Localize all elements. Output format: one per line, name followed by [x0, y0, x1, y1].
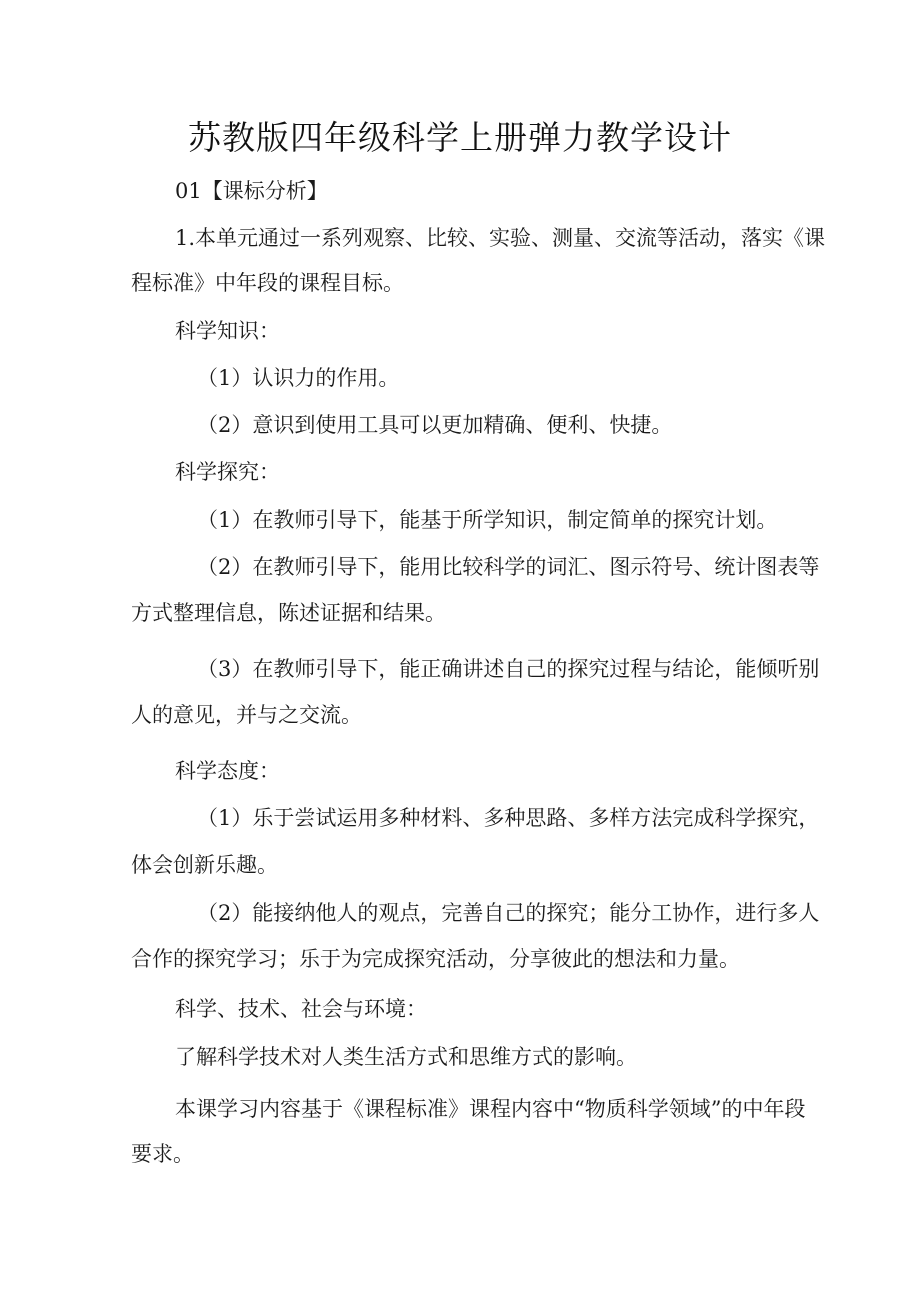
subheading-science-knowledge: 科学知识： — [175, 319, 280, 343]
section-heading: 01【课标分析】 — [175, 179, 328, 203]
subheading-science-inquiry: 科学探究： — [175, 460, 280, 484]
paragraph-line: 要求。 — [131, 1142, 194, 1166]
paragraph-line: 本课学习内容基于《课程标准》课程内容中“物质科学领域”的中年段 — [175, 1097, 806, 1121]
subheading-sts: 科学、技术、社会与环境： — [175, 997, 427, 1021]
list-item: （1）乐于尝试运用多种材料、多种思路、多样方法完成科学探究， — [197, 806, 820, 830]
list-item: （3）在教师引导下，能正确讲述自己的探究过程与结论，能倾听别 — [197, 657, 820, 681]
subheading-science-attitude: 科学态度： — [175, 759, 280, 783]
list-item-continuation: 体会创新乐趣。 — [131, 853, 278, 877]
list-item: （1）认识力的作用。 — [197, 366, 400, 390]
list-item: （2）在教师引导下，能用比较科学的词汇、图示符号、统计图表等 — [197, 555, 820, 579]
list-item-continuation: 人的意见，并与之交流。 — [131, 703, 362, 727]
paragraph-line: 了解科学技术对人类生活方式和思维方式的影响。 — [175, 1045, 637, 1069]
list-item-continuation: 合作的探究学习；乐于为完成探究活动，分享彼此的想法和力量。 — [131, 947, 740, 971]
list-item: （1）在教师引导下，能基于所学知识，制定简单的探究计划。 — [197, 508, 778, 532]
list-item: （2）能接纳他人的观点，完善自己的探究；能分工协作，进行多人 — [197, 901, 820, 925]
paragraph-line: 1.本单元通过一系列观察、比较、实验、测量、交流等活动，落实《课 — [175, 226, 826, 250]
document-title: 苏教版四年级科学上册弹力教学设计 — [188, 118, 732, 157]
paragraph-line: 程标准》中年段的课程目标。 — [131, 271, 404, 295]
list-item: （2）意识到使用工具可以更加精确、便利、快捷。 — [197, 413, 673, 437]
list-item-continuation: 方式整理信息，陈述证据和结果。 — [131, 601, 446, 625]
